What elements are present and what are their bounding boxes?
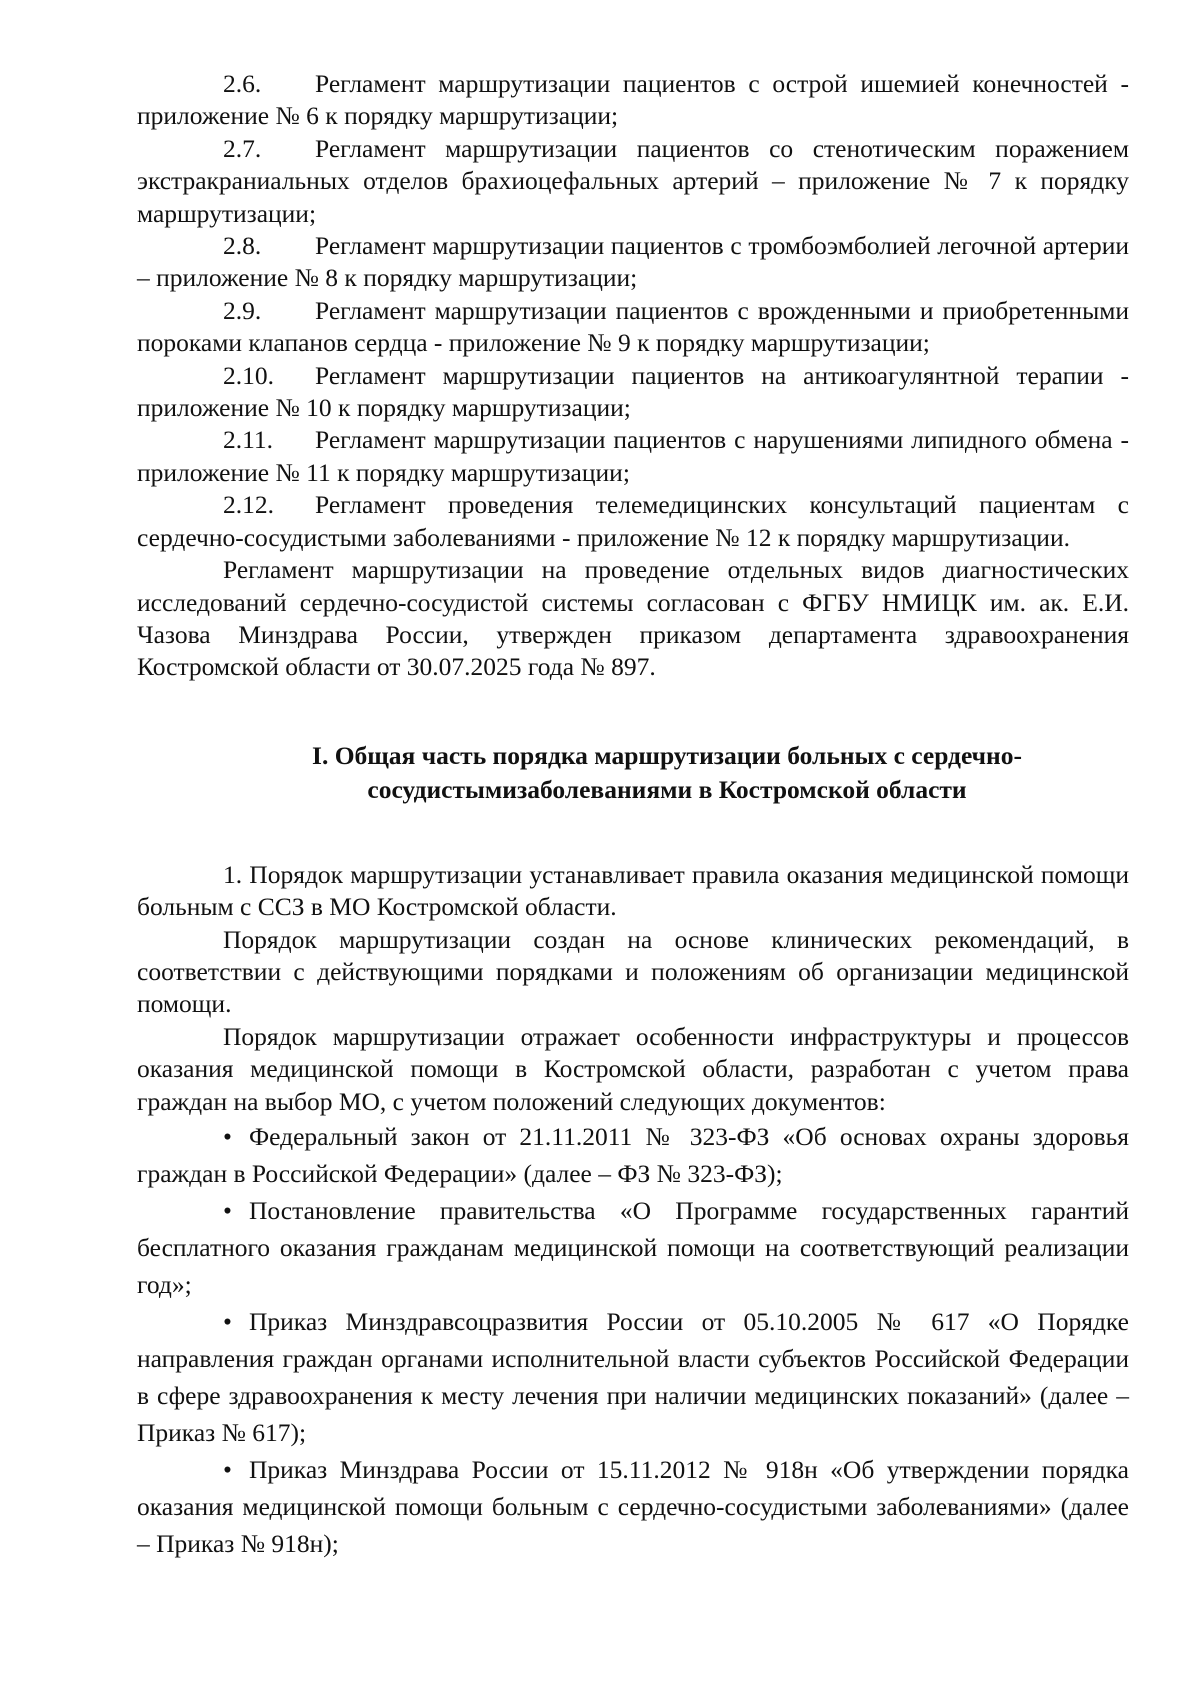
- item-number: 2.11.: [223, 425, 274, 455]
- list-item: [137, 1192, 1129, 1303]
- documents-list: [137, 1118, 1129, 1562]
- list-item-text: Приказ Минздравсоцразвития России от 05.10.2005 № 617 «О Порядке направления граждан органами исполнительной власти субъектов Российской Федерации в сфере здравоохранения к месту лечения при наличии медицинских показаний» (далее – Приказ № 617);: [137, 1306, 1129, 1447]
- list-item: [137, 1303, 1129, 1451]
- regulation-item: [137, 489, 1129, 554]
- approval-paragraph: Регламент маршрутизации на проведение отдельных видов диагностических исследований сердечно-сосудистой системы согласован с ФГБУ НМИЦК им. ак. Е.И. Чазова Минздрава России, утвержден приказом департамента здравоохранения Костромской области от 30.07.2025 года № 897.: [137, 555, 1129, 682]
- document-page: [137, 68, 1129, 1562]
- regulation-item: [137, 230, 1129, 295]
- item-text: Регламент маршрутизации пациентов со стенотическим поражением экстракраниальных отделов брахиоцефальных артерий – приложение № 7 к порядку маршрутизации;: [137, 133, 1129, 228]
- regulation-item: [137, 133, 1129, 230]
- regulation-list: [137, 68, 1129, 554]
- item-number: 2.12.: [223, 490, 274, 520]
- regulation-item: [137, 424, 1129, 489]
- list-item: [137, 1451, 1129, 1562]
- item-number: 2.8.: [223, 231, 262, 261]
- list-item-text: Постановление правительства «О Программе государственных гарантий бесплатного оказания гражданам медицинской помощи на соответствующий реализации год»;: [137, 1195, 1129, 1299]
- item-text: Регламент маршрутизации пациентов с острой ишемией конечностей - приложение № 6 к порядку маршрутизации;: [137, 69, 1129, 131]
- regulation-item: [137, 360, 1129, 425]
- body-paragraph: Порядок маршрутизации создан на основе клинических рекомендаций, в соответствии с действующими порядками и положениям об организации медицинской помощи.: [137, 924, 1129, 1019]
- item-number: 2.6.: [223, 69, 262, 98]
- bullet-icon: •: [223, 1121, 232, 1151]
- list-item-text: Федеральный закон от 21.11.2011 № 323-ФЗ «Об основах охраны здоровья граждан в Российской Федерации» (далее – ФЗ № 323-ФЗ);: [137, 1121, 1129, 1188]
- item-text: Регламент маршрутизации пациентов с тромбоэмболией легочной артерии – приложение № 8 к порядку маршрутизации;: [137, 231, 1129, 293]
- bullet-icon: •: [223, 1195, 232, 1225]
- item-text: Регламент маршрутизации пациентов на антикоагулянтной терапии - приложение № 10 к порядку маршрутизации;: [137, 360, 1129, 423]
- item-number: 2.10.: [223, 360, 274, 390]
- item-number: 2.7.: [223, 133, 262, 163]
- regulation-item: [137, 68, 1129, 133]
- body-paragraph: Порядок маршрутизации отражает особенности инфраструктуры и процессов оказания медицинской помощи в Костромской области, разработан с учетом права граждан на выбор МО, с учетом положений следующих документов:: [137, 1021, 1129, 1116]
- item-text: Регламент маршрутизации пациентов с врожденными и приобретенными пороками клапанов сердца - приложение № 9 к порядку маршрутизации;: [137, 295, 1129, 358]
- regulation-item: [137, 295, 1129, 360]
- list-item: [137, 1118, 1129, 1192]
- bullet-icon: •: [223, 1306, 232, 1336]
- section-heading: I. Общая часть порядка маршрутизации больных с сердечно-сосудистымизаболеваниями в Костромской области: [312, 740, 1022, 804]
- item-text: Регламент маршрутизации пациентов с нарушениями липидного обмена - приложение № 11 к порядку маршрутизации;: [137, 425, 1129, 487]
- bullet-icon: •: [223, 1454, 232, 1484]
- item-number: 2.9.: [223, 295, 262, 325]
- list-item-text: Приказ Минздрава России от 15.11.2012 № 918н «Об утверждении порядка оказания медицинской помощи больным с сердечно-сосудистыми заболеваниями» (далее – Приказ № 918н);: [137, 1454, 1129, 1558]
- body-paragraph: 1. Порядок маршрутизации устанавливает правила оказания медицинской помощи больным с ССЗ в МО Костромской области.: [137, 859, 1129, 922]
- item-text: Регламент проведения телемедицинских консультаций пациентам с сердечно-сосудистыми заболеваниями - приложение № 12 к порядку маршрутизации.: [137, 490, 1129, 552]
